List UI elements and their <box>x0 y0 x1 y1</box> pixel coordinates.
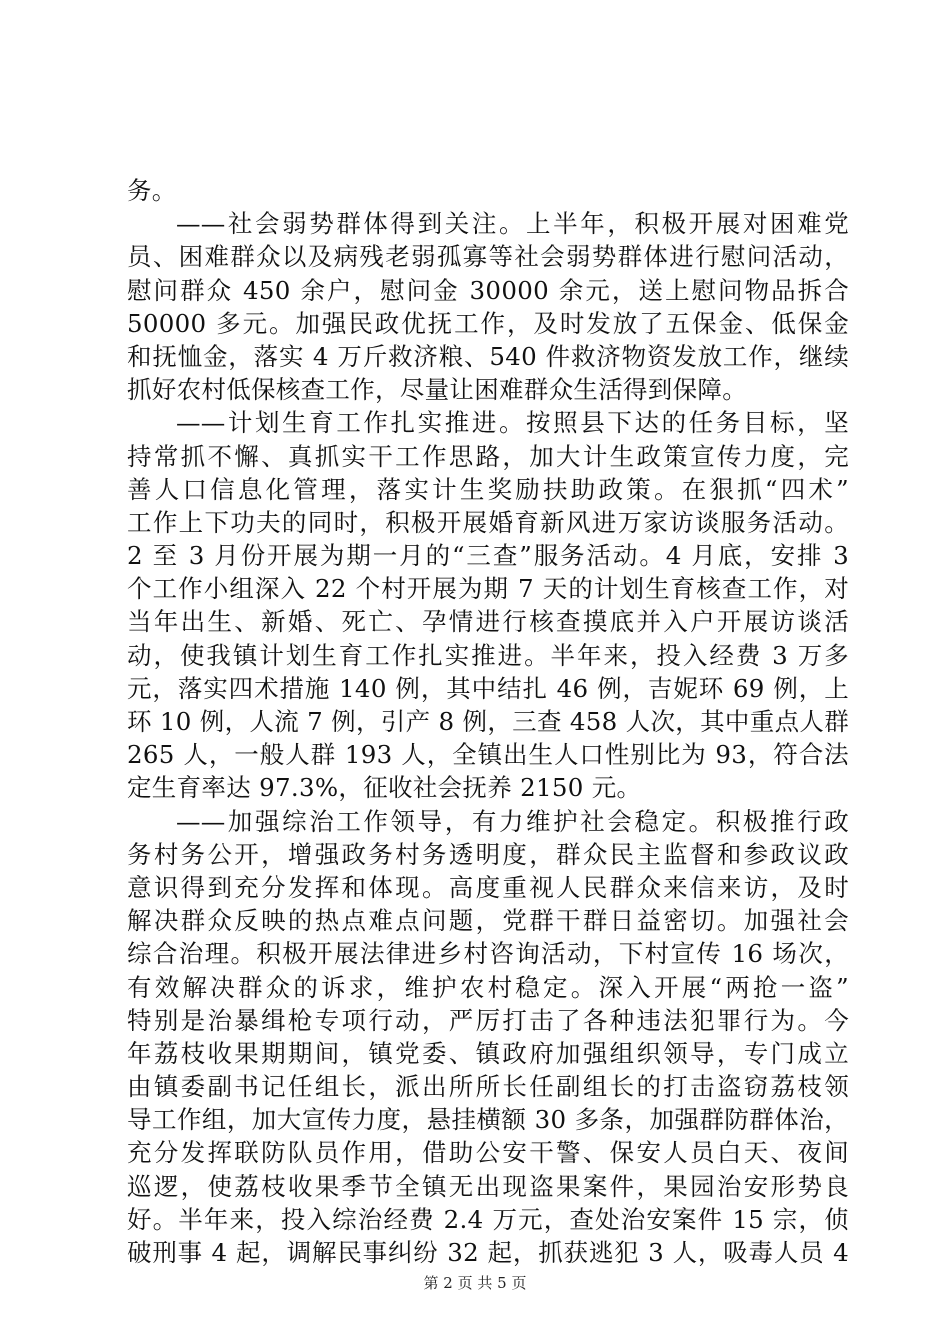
document-body <box>127 174 849 1269</box>
text-line: ——加强综治工作领导，有力维护社会稳定。积极推行政 <box>176 806 849 836</box>
text-line: 定生育率达 97.3%，征收社会抚养 2150 元。 <box>127 773 642 803</box>
text-line: 导工作组，加大宣传力度，悬挂横额 30 多条，加强群防群体治， <box>127 1105 849 1135</box>
text-line: 50000 多元。加强民政优抚工作，及时发放了五保金、低保金 <box>127 308 849 338</box>
text-line: 年荔枝收果期期间，镇党委、镇政府加强组织领导，专门成立 <box>127 1038 849 1068</box>
text-line: 持常抓不懈、真抓实干工作思路，加大计生政策宣传力度，完 <box>127 441 849 471</box>
text-line: 环 10 例，人流 7 例，引产 8 例，三查 458 人次，其中重点人群 <box>127 707 849 736</box>
text-line: 慰问群众 450 余户，慰问金 30000 余元，送上慰问物品拆合 <box>127 275 849 305</box>
text-line: 有效解决群众的诉求，维护农村稳定。深入开展“两抢一盗” <box>127 972 849 1002</box>
text-line: 当年出生、新婚、死亡、孕情进行核查摸底并入户开展访谈活 <box>127 607 849 637</box>
page-footer: 第 2 页 共 5 页 <box>423 1274 527 1292</box>
text-line: 善人口信息化管理，落实计生奖励扶助政策。在狠抓“四术” <box>127 474 849 504</box>
text-line: 充分发挥联防队员作用，借助公安干警、保安人员白天、夜间 <box>127 1138 849 1168</box>
text-line: 元，落实四术措施 140 例，其中结扎 46 例，吉妮环 69 例，上 <box>127 673 849 703</box>
text-line: 务村务公开，增强政务村务透明度，群众民主监督和参政议政 <box>127 839 849 869</box>
text-line: 由镇委副书记任组长，派出所所长任副组长的打击盗窃荔枝领 <box>127 1072 849 1102</box>
text-line: 好。半年来，投入综治经费 2.4 万元，查处治安案件 15 宗，侦 <box>127 1204 849 1234</box>
text-line: 2 至 3 月份开展为期一月的“三查”服务活动。4 月底，安排 3 <box>127 541 849 571</box>
text-line: ——社会弱势群体得到关注。上半年，积极开展对困难党 <box>176 209 849 239</box>
text-line: 个工作小组深入 22 个村开展为期 7 天的计划生育核查工作，对 <box>127 574 849 604</box>
text-line: 巡逻，使荔枝收果季节全镇无出现盗果案件，果园治安形势良 <box>127 1171 849 1201</box>
text-line: 综合治理。积极开展法律进乡村咨询活动，下村宣传 16 场次， <box>127 939 849 969</box>
text-line: 员、困难群众以及病残老弱孤寡等社会弱势群体进行慰问活动， <box>127 242 849 272</box>
text-line: 解决群众反映的热点难点问题，党群干群日益密切。加强社会 <box>127 906 849 936</box>
text-line: 265 人，一般人群 193 人，全镇出生人口性别比为 93，符合法 <box>127 740 849 770</box>
text-line: 特别是治暴缉枪专项行动，严厉打击了各种违法犯罪行为。今 <box>127 1005 849 1035</box>
text-line: 意识得到充分发挥和体现。高度重视人民群众来信来访，及时 <box>127 872 849 902</box>
text-line: 抓好农村低保核查工作，尽量让困难群众生活得到保障。 <box>127 375 747 405</box>
text-line: 动，使我镇计划生育工作扎实推进。半年来，投入经费 3 万多 <box>127 640 849 670</box>
text-line: 务。 <box>127 176 177 205</box>
text-line: 工作上下功夫的同时，积极开展婚育新风进万家访谈服务活动。 <box>127 507 849 537</box>
text-line: 和抚恤金，落实 4 万斤救济粮、540 件救济物资发放工作，继续 <box>127 341 849 371</box>
text-line: 破刑事 4 起，调解民事纠纷 32 起，抓获逃犯 3 人，吸毒人员 4 <box>127 1238 849 1267</box>
text-line: ——计划生育工作扎实推进。按照县下达的任务目标，坚 <box>176 408 849 438</box>
